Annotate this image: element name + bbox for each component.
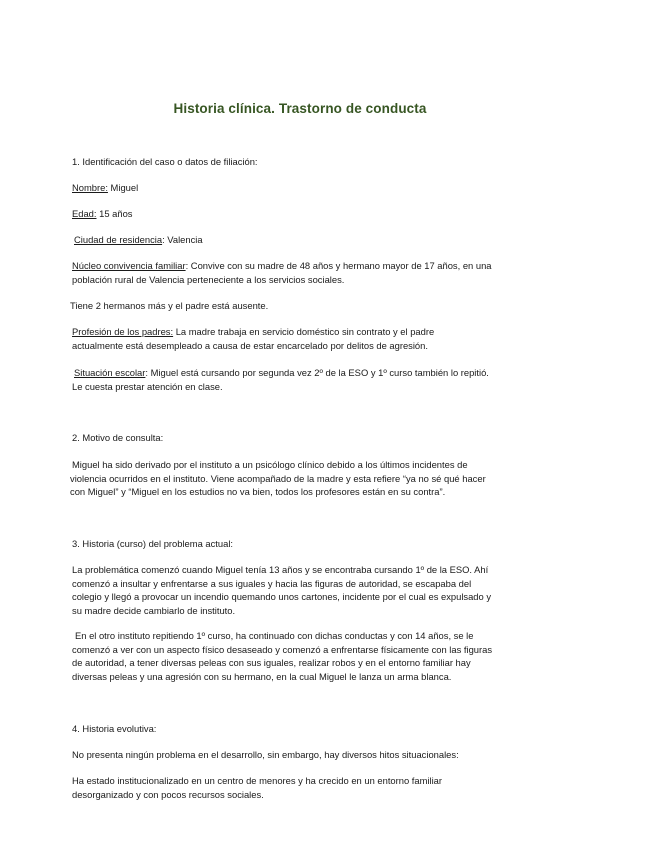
parents-label: Profesión de los padres: (72, 326, 174, 337)
section-3-p2-line-4: diversas peleas y una agresión con su hermano, en la cual Miguel le lanza un arma blanca. (72, 670, 452, 682)
city-field (74, 233, 526, 247)
school-label: Situación escolar (74, 367, 146, 378)
section-4-p2-line-2: desorganizado y con pocos recursos sociales. (72, 788, 264, 800)
age-field (72, 207, 524, 221)
parents-field (72, 325, 524, 352)
name-value: Miguel (107, 182, 139, 193)
section-4-heading: 4. Historia evolutiva: (72, 723, 157, 734)
household-field (72, 259, 524, 286)
section-4-paragraph-2 (72, 774, 524, 801)
section-3-p2-line-1: En el otro instituto repitiendo 1º curso, ha continuado con dichas conductas y con 14 años, se le (75, 630, 474, 641)
section-2-heading: 2. Motivo de consulta: (72, 432, 164, 443)
section-2-line-2: violencia ocurridos en el instituto. Viene acompañado de la madre y esta refiere “ya no sé qué hacer (70, 472, 486, 484)
section-3-p1-line-2: comenzó a insultar y enfrentarse a sus iguales y hacia las figuras de autoridad, se escapaba del (72, 577, 472, 589)
section-3-paragraph-1 (72, 563, 524, 617)
section-3-p2-line-3: de autoridad, a tener diversas peleas con sus iguales, realizar robos y en el entorno familiar hay (72, 657, 471, 669)
section-3-paragraph-2 (72, 629, 524, 683)
age-value: 15 años (96, 208, 133, 219)
section-2-body (70, 458, 522, 499)
section-4-p2-line-1: Ha estado institucionalizado en un centro de menores y ha crecido en un entorno familiar (72, 775, 443, 786)
household-label: Núcleo convivencia familiar (72, 260, 186, 271)
household-value-line-1: : Convive con su madre de 48 años y hermano mayor de 17 años, en una (185, 260, 492, 271)
name-label: Nombre: (72, 182, 108, 193)
city-value: : Valencia (162, 234, 203, 245)
age-label: Edad: (72, 208, 97, 219)
section-2-line-3: con Miguel” y “Miguel en los estudios no va bien, todos los profesores están en su contra”. (70, 486, 446, 498)
parents-value-line-1: La madre trabaja en servicio doméstico sin contrato y el padre (173, 326, 435, 337)
section-4-line-1: No presenta ningún problema en el desarrollo, sin embargo, hay diversos hitos situacionales: (72, 749, 459, 760)
city-label: Ciudad de residencia (74, 234, 163, 245)
name-field (72, 181, 524, 195)
school-field (74, 366, 526, 393)
school-value-line-1: : Miguel está cursando por segunda vez 2º de la ESO y 1º curso también lo repitió. (145, 367, 489, 378)
household-value-line-2: población rural de Valencia perteneciente a los servicios sociales. (72, 273, 345, 285)
school-value-line-2: Le cuesta prestar atención en clase. (72, 380, 223, 392)
siblings-text: Tiene 2 hermanos más y el padre está ausente. (70, 300, 269, 311)
document-title: Historia clínica. Trastorno de conducta (173, 101, 427, 116)
section-3-p1-line-3: colegio y llegó a provocar un incendio quemando unos cartones, incidente por el cual es expulsado y (72, 591, 492, 603)
parents-value-line-2: actualmente está desempleado a causa de estar encarcelado por delitos de agresión. (72, 339, 428, 351)
section-3-p1-line-1: La problemática comenzó cuando Miguel tenía 13 años y se encontraba cursando 1º de la ESO. Ahí (72, 564, 489, 575)
section-3-p2-line-2: comenzó a ver con un aspecto físico desaseado y comenzó a enfrentarse físicamente con las figuras (72, 643, 493, 655)
section-1-heading: 1. Identificación del caso o datos de filiación: (72, 156, 258, 167)
section-2-line-1: Miguel ha sido derivado por el instituto a un psicólogo clínico debido a los últimos incidentes de (72, 459, 468, 470)
section-3-heading: 3. Historia (curso) del problema actual: (72, 538, 234, 549)
section-3-p1-line-4: su madre decide cambiarlo de instituto. (72, 604, 236, 616)
